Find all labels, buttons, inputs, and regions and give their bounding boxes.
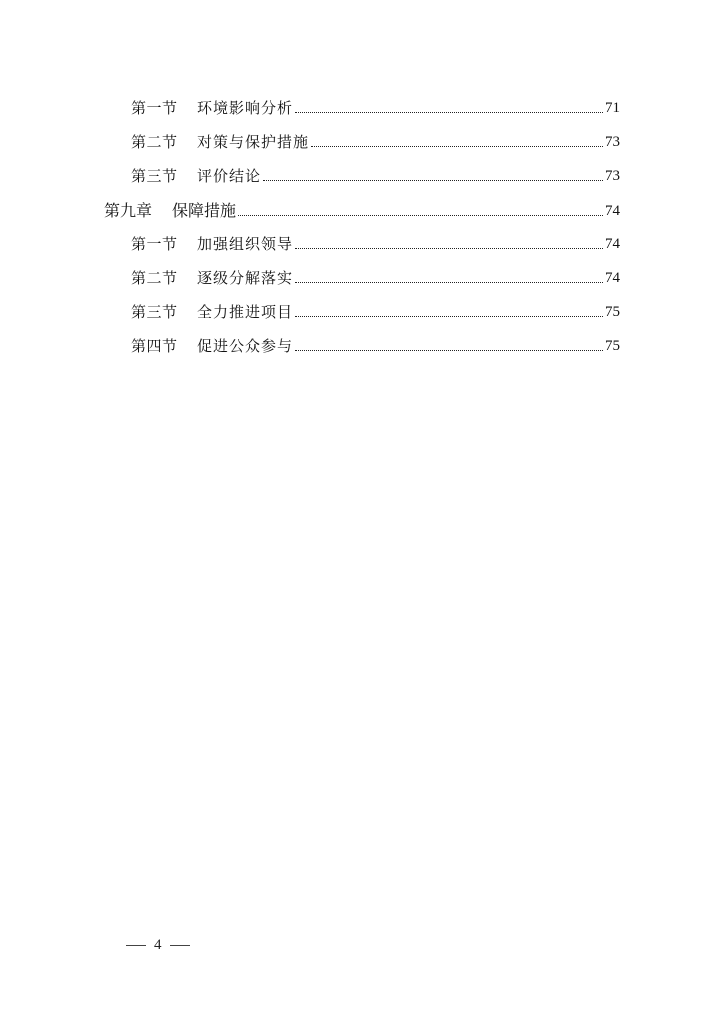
toc-entry-line [131,269,620,287]
toc-entry-title: 全力推进项目 [197,303,294,321]
toc-entry[interactable] [0,335,724,357]
toc-entry[interactable] [0,165,724,187]
toc-entry-page: 74 [605,203,620,219]
toc-chapter-title: 保障措施 [172,201,237,220]
dot-leader [295,248,603,249]
table-of-contents [0,0,724,400]
toc-entry-number: 第一节 [131,99,178,117]
toc-entry-title: 促进公众参与 [197,337,294,355]
toc-entry-number: 第三节 [131,167,178,185]
toc-entry-title: 评价结论 [197,167,262,185]
dot-leader [295,112,603,113]
toc-entry-line [131,303,620,321]
footer-dash-right [170,945,190,946]
dot-leader [295,282,603,283]
toc-entry-number: 第二节 [131,269,178,287]
toc-entry-line [131,99,620,117]
toc-chapter-number: 第九章 [104,201,153,220]
toc-entry-number: 第四节 [131,337,178,355]
toc-entry-line [104,202,620,220]
toc-entry[interactable] [0,301,724,323]
toc-entry[interactable] [0,233,724,255]
toc-entry-title: 对策与保护措施 [197,133,310,151]
dot-leader [311,146,603,147]
toc-entry-number: 第二节 [131,133,178,151]
toc-entry[interactable] [0,131,724,153]
dot-leader [295,350,603,351]
toc-entry-page: 75 [605,338,620,354]
toc-entry-title: 加强组织领导 [197,235,294,253]
toc-entry-line [131,167,620,185]
toc-entry[interactable] [0,97,724,119]
toc-entry-page: 73 [605,134,620,150]
page-number: 4 [154,936,162,953]
toc-entry-page: 75 [605,304,620,320]
toc-entry-page: 74 [605,236,620,252]
toc-entry-number: 第一节 [131,235,178,253]
toc-chapter-entry[interactable] [0,200,724,222]
toc-entry-page: 71 [605,100,620,116]
toc-entry-title: 逐级分解落实 [197,269,294,287]
page-footer [118,934,198,956]
toc-entry-page: 73 [605,168,620,184]
toc-entry-line [131,337,620,355]
toc-entry[interactable] [0,267,724,289]
toc-entry-line [131,235,620,253]
toc-entry-title: 环境影响分析 [197,99,294,117]
dot-leader [263,180,603,181]
toc-entry-line [131,133,620,151]
toc-entry-page: 74 [605,270,620,286]
dot-leader [295,316,603,317]
dot-leader [238,215,603,216]
toc-entry-number: 第三节 [131,303,178,321]
footer-dash-left [126,945,146,946]
